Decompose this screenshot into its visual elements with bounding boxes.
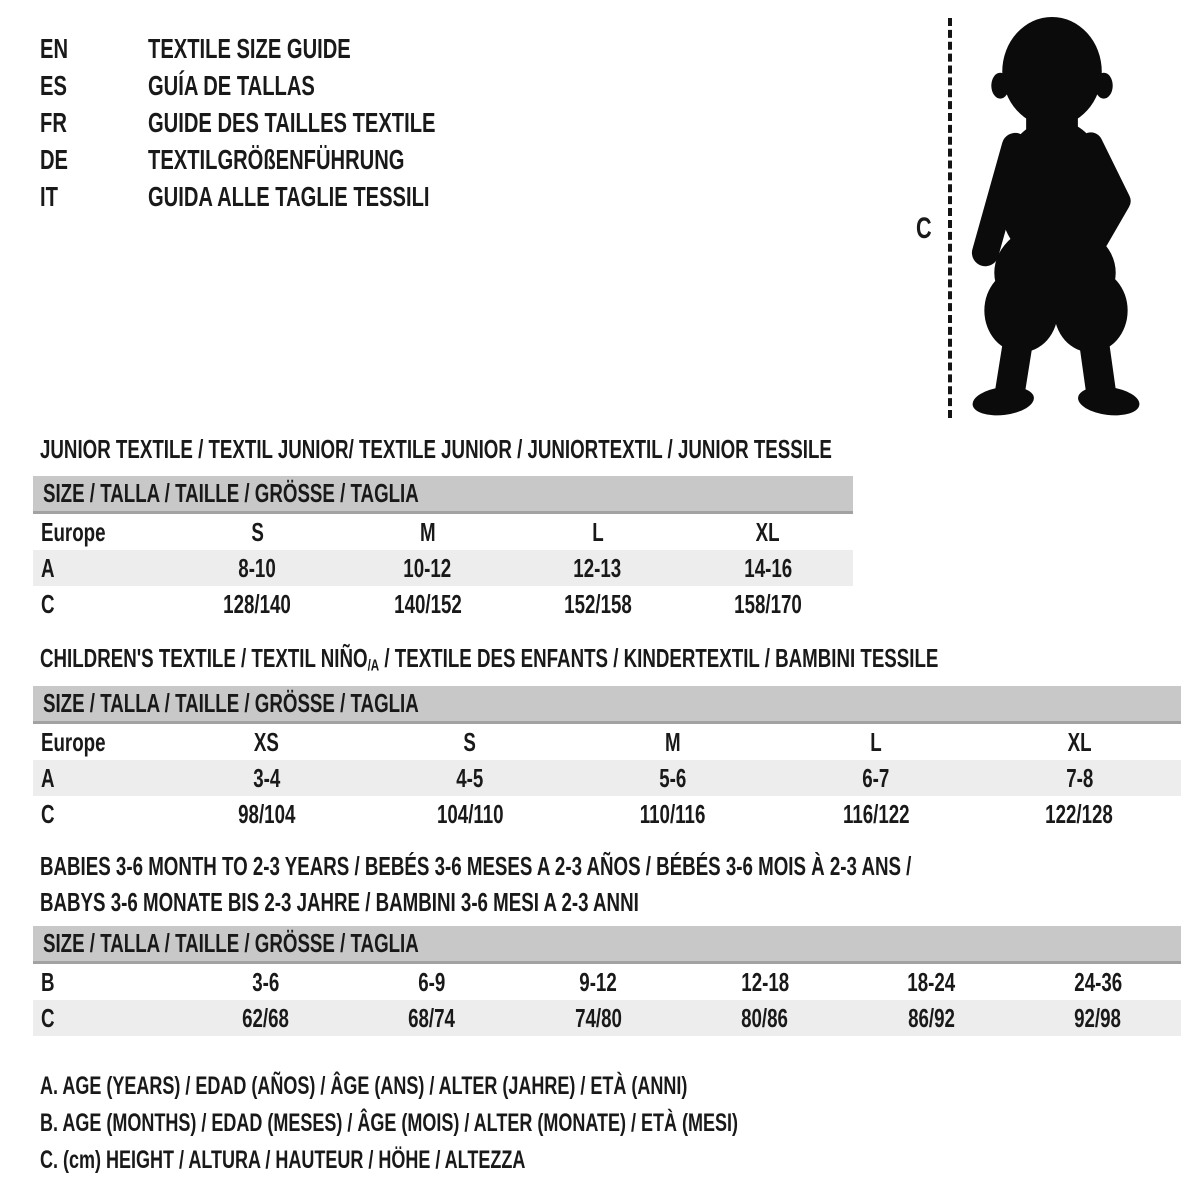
table-cell: [33, 796, 165, 832]
children-height-row: [33, 796, 1181, 832]
cell-text: C: [41, 798, 55, 829]
children-title-subscript: /A: [367, 656, 380, 675]
table-cell: [33, 1000, 182, 1036]
language-title-block: [40, 30, 547, 215]
legend-text: C. (cm) HEIGHT / ALTURA / HAUTEUR / HÖHE / ALTEZZA: [40, 1146, 526, 1174]
babies-height-row: [33, 1000, 1181, 1036]
table-cell: [343, 586, 513, 622]
table-cell: [515, 1000, 681, 1036]
lang-title: GUÍA DE TALLAS: [148, 70, 315, 101]
legend-text: B. AGE (MONTHS) / EDAD (MESES) / ÂGE (MOIS) / ALTER (MONATE) / ETÀ (MESI): [40, 1109, 738, 1137]
junior-size-header-bar: [33, 476, 853, 514]
table-cell: [172, 514, 342, 550]
legend-line-c: [40, 1142, 1009, 1179]
cell-text: 104/110: [436, 798, 504, 829]
lang-row-es: [40, 67, 547, 104]
cell-text: 12-18: [740, 966, 789, 997]
babies-size-header-bar: [33, 926, 1181, 964]
babies-table: [33, 964, 1181, 1036]
cell-text: C: [41, 588, 55, 619]
table-cell: [165, 724, 368, 760]
table-cell: [33, 964, 182, 1000]
table-cell: [683, 514, 853, 550]
lang-title: GUIDE DES TAILLES TEXTILE: [148, 107, 436, 138]
cell-text: Europe: [41, 516, 106, 547]
cell-text: A: [41, 762, 55, 793]
lang-title: TEXTILGRÖßENFÜHRUNG: [148, 144, 405, 175]
cell-text: 9-12: [579, 966, 618, 997]
size-header-text: SIZE / TALLA / TAILLE / GRÖSSE / TAGLIA: [43, 928, 419, 958]
cell-text: 80/86: [741, 1002, 789, 1033]
table-cell: [571, 724, 774, 760]
table-cell: [343, 514, 513, 550]
children-title-prefix: CHILDREN'S TEXTILE / TEXTIL NIÑO: [40, 643, 368, 673]
junior-title-text: JUNIOR TEXTILE / TEXTIL JUNIOR/ TEXTILE JUNIOR / JUNIORTEXTIL / JUNIOR TESSILE: [40, 434, 832, 464]
cell-text: 8-10: [238, 552, 277, 583]
babies-months-row: [33, 964, 1181, 1000]
cell-text: 110/116: [640, 798, 706, 829]
table-cell: [165, 760, 368, 796]
lang-code: FR: [40, 107, 67, 138]
table-cell: [978, 760, 1181, 796]
lang-row-en: [40, 30, 547, 67]
height-measure-label: C: [916, 212, 932, 245]
table-cell: [848, 964, 1014, 1000]
table-cell: [33, 586, 172, 622]
table-cell: [182, 1000, 348, 1036]
children-title-text: [40, 645, 938, 679]
cell-text: 140/152: [393, 588, 462, 619]
legend-line-a: [40, 1068, 1009, 1105]
junior-size-table: [33, 476, 853, 622]
lang-row-fr: [40, 104, 547, 141]
cell-text: C: [41, 1002, 55, 1033]
cell-text: 3-4: [253, 762, 281, 793]
table-cell: [775, 760, 978, 796]
table-cell: [172, 586, 342, 622]
cell-text: Europe: [41, 726, 106, 757]
cell-text: 152/158: [563, 588, 632, 619]
legend-line-b: [40, 1105, 1009, 1142]
children-table: [33, 724, 1181, 832]
table-cell: [683, 586, 853, 622]
table-cell: [368, 760, 571, 796]
cell-text: 24-36: [1073, 966, 1122, 997]
junior-height-row: [33, 586, 853, 622]
cell-text: XS: [254, 726, 280, 757]
cell-text: B: [41, 966, 55, 997]
cell-text: 3-6: [251, 966, 279, 997]
table-cell: [1015, 964, 1182, 1000]
children-size-header-bar: [33, 686, 1181, 724]
table-cell: [165, 796, 368, 832]
cell-text: 98/104: [237, 798, 296, 829]
cell-text: 7-8: [1065, 762, 1093, 793]
table-cell: [349, 1000, 515, 1036]
cell-text: 5-6: [659, 762, 687, 793]
table-cell: [682, 964, 848, 1000]
babies-section-title: [40, 848, 1200, 920]
cell-text: 14-16: [743, 552, 792, 583]
table-cell: [515, 964, 681, 1000]
babies-title-line1: BABIES 3-6 MONTH TO 2-3 YEARS / BEBÉS 3-6 MESES A 2-3 AÑOS / BÉBÉS 3-6 MOIS À 2-3 ANS /: [40, 851, 912, 881]
cell-text: 116/122: [842, 798, 910, 829]
cell-text: 6-9: [418, 966, 446, 997]
cell-text: 12-13: [573, 552, 622, 583]
table-cell: [1015, 1000, 1182, 1036]
children-section-title: [40, 645, 1200, 679]
lang-row-de: [40, 141, 547, 178]
toddler-silhouette-icon: [960, 12, 1150, 420]
table-cell: [571, 760, 774, 796]
lang-title: GUIDA ALLE TAGLIE TESSILI: [148, 181, 430, 212]
children-size-table: [33, 686, 1181, 832]
cell-text: XL: [755, 516, 780, 547]
lang-code: EN: [40, 33, 69, 64]
cell-text: 10-12: [403, 552, 452, 583]
cell-text: 86/92: [907, 1002, 955, 1033]
cell-text: A: [41, 552, 55, 583]
table-cell: [33, 550, 172, 586]
cell-text: L: [592, 516, 604, 547]
cell-text: 158/170: [734, 588, 802, 619]
table-cell: [683, 550, 853, 586]
lang-title: TEXTILE SIZE GUIDE: [148, 33, 351, 64]
junior-columns-row: [33, 514, 853, 550]
table-cell: [33, 760, 165, 796]
size-header-text: SIZE / TALLA / TAILLE / GRÖSSE / TAGLIA: [43, 478, 419, 508]
size-header-text: SIZE / TALLA / TAILLE / GRÖSSE / TAGLIA: [43, 688, 419, 718]
table-cell: [775, 724, 978, 760]
cell-text: 128/140: [223, 588, 292, 619]
legend-text: A. AGE (YEARS) / EDAD (AÑOS) / ÂGE (ANS) / ALTER (JAHRE) / ETÀ (ANNI): [40, 1072, 688, 1100]
table-cell: [682, 1000, 848, 1036]
table-cell: [848, 1000, 1014, 1036]
cell-text: S: [463, 726, 477, 757]
table-cell: [33, 514, 172, 550]
cell-text: M: [419, 516, 436, 547]
legend-block: [40, 1068, 1009, 1179]
babies-title-line2: BABYS 3-6 MONATE BIS 2-3 JAHRE / BAMBINI 3-6 MESI A 2-3 ANNI: [40, 887, 639, 917]
junior-section-title: [40, 436, 1140, 462]
cell-text: 6-7: [862, 762, 890, 793]
table-cell: [33, 724, 165, 760]
cell-text: 122/128: [1045, 798, 1114, 829]
table-cell: [513, 586, 683, 622]
junior-age-row: [33, 550, 853, 586]
children-columns-row: [33, 724, 1181, 760]
table-cell: [182, 964, 348, 1000]
children-age-row: [33, 760, 1181, 796]
table-cell: [349, 964, 515, 1000]
children-title-suffix: / TEXTILE DES ENFANTS / KINDERTEXTIL / BAMBINI TESSILE: [379, 643, 939, 673]
cell-text: L: [870, 726, 882, 757]
cell-text: 18-24: [907, 966, 956, 997]
lang-row-it: [40, 178, 547, 215]
table-cell: [513, 550, 683, 586]
table-cell: [978, 724, 1181, 760]
cell-text: XL: [1067, 726, 1092, 757]
cell-text: S: [251, 516, 264, 547]
table-cell: [513, 514, 683, 550]
babies-size-table: [33, 926, 1181, 1036]
cell-text: 74/80: [574, 1002, 622, 1033]
table-cell: [978, 796, 1181, 832]
table-cell: [368, 724, 571, 760]
junior-table: [33, 514, 853, 622]
height-dashed-line: [948, 18, 952, 418]
cell-text: 92/98: [1074, 1002, 1122, 1033]
table-cell: [368, 796, 571, 832]
lang-code: DE: [40, 144, 69, 175]
table-cell: [571, 796, 774, 832]
table-cell: [775, 796, 978, 832]
table-cell: [343, 550, 513, 586]
cell-text: 68/74: [408, 1002, 456, 1033]
cell-text: 62/68: [242, 1002, 289, 1033]
height-figure: [905, 10, 1195, 425]
lang-code: IT: [40, 181, 58, 212]
cell-text: M: [665, 726, 681, 757]
lang-code: ES: [40, 70, 67, 101]
table-cell: [172, 550, 342, 586]
cell-text: 4-5: [456, 762, 484, 793]
